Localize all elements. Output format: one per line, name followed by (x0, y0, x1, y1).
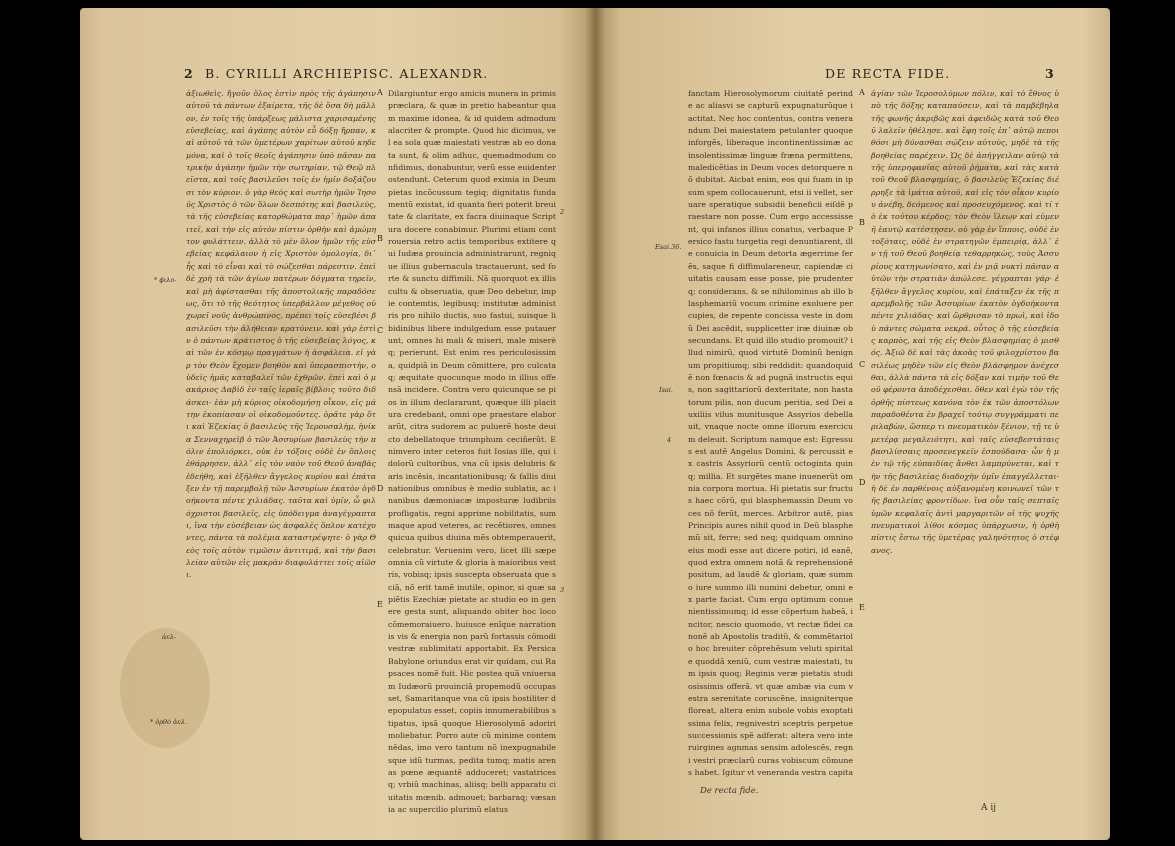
left-latin-column: Dilargiuntur ergo amicis munera in primis præclara, & quæ in pretio habeantur quam maxime idonea, & id quidem admodum alacriter & prompte. Quod hic dicimus, vel ea sola quæ maiestati vestræ ab eo donata sunt, & olim adhuc, quemadmodum confidimus, donabuntur, verũ esse euidenter ostendunt. Ceterum quod eximia in Deum pietas incõcussum tegiq; dignitatis fundamentũ existat, id quanta fieri poterit breuitate & claritate, ex facra diuinaque Scriptura docere conabimur. Plurimi etiam controuersia retro actis temporibus extitere qui Iudæa prouincia administrarunt, regnique illius gubernacula tractauerunt, sed forte & sunctu diffimili. Nã quorquot ex illis cultu & obseruatia, quæ Deo debetur, impie contemtis, legibusq; institutæ administris pro nihilo ductis, suo fastui, suisque libidinibus libere indulgedum esse putauerunt, omnes hi mali & miseri, male miserèq; perierunt. Est enim res periculosissima, quidpiã in Deum cõmittere, pro culcataq; æquitate quocunque modo in illius offensã incidere. Contra vero quicunque se pios in illum declararunt, quæque illi placitura credebant, omni ope praestare elaborarũt, citra sudorem ac puluerẽ hoste deuicto debellatoque triumphum ceciñerũt. Enimvero inter ceteros fuit Iosias ille, qui idolorũ cultoribus, vna cũ ipsis delubris & aris incẽsis, incantationibusq; & fallis diuinationibus omnibus è medio sublatis, ac inanibus dæmoniacæ imposturæ ludibriis profligatis, regni apprime nobilitatis, summaque apud veteres, ac recẽtiores, omnes quicua quibus diuina mẽs obtemperauerit, celebratur. Veruenim vero, licet illi sæpe omnia cũ virtute & gloria à maioribus vestris, vobisq; ipsis suscepta obseruata que sciã, nõ erit tamẽ inutile, opinor, si quæ sapiẽtis Ezechiæ pietate ac studio eo in genere gesta sunt, aliquando obiter hoc loco cõmemoraiuero. huiusce enĩque narrationis vis & energia non parũ fortassis cõmodi vestræ sublimitati apportabit. Ex Persica Babylone oriundus erat vir quidam, cui Rapsaces nomẽ fuit. Hic postea quã vniuersam Iudæorũ prouinciã propemodũ occupasset, Samaritanque vna cũ ipsis hostiliter depopulatus esset, copiis innumerabilibus stipatus, ipsã quoque Hierosolymã adoriri moliebatur. Porro aute cũ minime contemnẽdas, imo vero tantum nõ inexpugnabilesque idũ turmas, pedita tumq; matis arenas pœne æquantẽ adduceret; vastatricesq; vrbiũ machinas, aliisq; belli apparatu ciuitatis mœnib. admouet; barbaraq; væsania ac supercilio plurimũ elatus (388, 89, 556, 814)
left-greek-column: ἀξιωθεὶς. ἤγοῦν ὅλος ἐστὶν πρὸς τῆς ἀγάπησιν αὐτοῦ τὰ πάντων ἐξαίρετα, τῆς δὲ ὅσα δὴ μᾶλλον, ἐν τοῖς τῆς ὑπάρξεως μάλιστα χαρισαμένης εὐσεβείας, καὶ ἀγάπης αὐτὸν εὖ δόξῃ ἤρπαν, καὶ αὐτοῦ τὰ τῶν ὑμετέρων χαρίτων αὐτοῦ κηδεμόνα, καὶ ὁ τοῖς θεοῖς ἀγάπησιν ὑπὸ πᾶσαν πατρικὴν ἀγάπην ἡμῶν τὴν σωτηρίαν, τῷ Θεῷ πλεῖστα, καὶ τοῖς βασιλεῦσι τοῖς ἐν ἡμῖν δοξάζουσι τὸν κύριον. ὁ γὰρ θεὸς καὶ σωτὴρ ἡμῶν Ἰησοῦς Χριστὸς ὁ τῶν ὅλων δεσπότης καὶ βασιλεὺς, τὰ τῆς εὐσεβείας κατορθώματα παρ᾽ ἡμῶν ἀπαιτεῖ, καὶ τὴν εἰς αὐτὸν πίστιν ὀρθὴν καὶ ἀμώμητον φυλάττειν. ἀλλὰ τὸ μὲν ὅλον ἡμῶν τῆς εὐσεβείας κεφάλαιον ἡ εἰς Χριστὸν ὁμολογία, δι᾽ ἧς καὶ τὸ εἶναι καὶ τὸ σώζεσθαι πάρεστιν. ἐπεὶ δὲ χρὴ τὰ τῶν ἁγίων πατέρων δόγματα τηρεῖν, καὶ μὴ ἀφίστασθαι τῆς ἀποστολικῆς παραδόσεως, ὅτι τὸ τῆς θεότητος ὑπερβάλλον μέγεθος οὐ χωρεῖ νοῦς ἀνθρώπινος, πρέπει τοῖς εὐσεβέσι βασιλεῦσι τὴν ἀλήθειαν κρατύνειν. καὶ γὰρ ἐστὶν ὁ πάντων κράτιστος ὁ τῆς εὐσεβείας λόγος, καὶ τῶν ἐν κόσμῳ πραγμάτων ἡ ἀσφάλεια. εἰ γὰρ τὸν Θεὸν ἔχομεν βοηθὸν καὶ ὑπερασπιστὴν, οὐδεὶς ἡμᾶς καταβαλεῖ τῶν ἐχθρῶν. ἐπεὶ καὶ ὁ μακάριος Δαβὶδ ἐν ταῖς ἱεραῖς βίβλοις τοῦτο διδάσκει· ἐὰν μὴ κύριος οἰκοδομήσῃ οἶκον, εἰς μάτην ἐκοπίασαν οἱ οἰκοδομοῦντες. ὁρᾶτε γὰρ ὅτι καὶ Ἐζεκίας ὁ βασιλεὺς τῆς Ἰερουσαλὴμ, ἡνίκα Σενναχηρεὶβ ὁ τῶν Ἀσσυρίων βασιλεὺς τὴν πόλιν ἐπολιόρκει, οὐκ ἐν τόξοις οὐδὲ ἐν ὅπλοις ἐθάρρησεν, ἀλλ᾽ εἰς τὸν ναὸν τοῦ Θεοῦ ἀναβὰς ἐδεήθη, καὶ ἐξῆλθεν ἄγγελος κυρίου καὶ ἐπάταξεν ἐν τῇ παρεμβολῇ τῶν Ἀσσυρίων ἑκατὸν ὀγδοήκοντα πέντε χιλιάδας. ταῦτα καὶ ὑμῖν, ὦ φιλόχριστοι βασιλεῖς, εἰς ὑπόδειγμα ἀναγέγραπται, ἵνα τὴν εὐσέβειαν ὡς ἀσφαλὲς ὅπλον κατέχοντες, πάντα τὰ πολέμια καταστρέψητε· ὁ γὰρ Θεὸς τοῖς αὐτὸν τιμῶσιν ἀντιτιμᾷ, καὶ τὴν βασιλείαν αὐτῶν εἰς μακρὰν διαφυλάττει τοῖς αἰῶσι. (186, 89, 376, 580)
book-gutter (585, 8, 605, 840)
left-section-marker: B (377, 234, 383, 243)
right-greek-column: ἁγίαν τῶν Ἱεροσολύμων πόλιν, καὶ τὸ ἔθνος ὑπὸ τῆς δόξης καταπαύσειν, καὶ τὰ παμβέβηλα τῆς φωνῆς ἀκριβῶς καὶ ἀφειδῶς κατὰ τοῦ Θεοῦ λαλεῖν ἠθέλησε. καὶ ἔφη τοῖς ἐπ᾽ αὐτῷ πεποιθόσι μὴ δύνασθαι σῴζειν αὐτοὺς, μηδὲ τὰ τῆς βοηθείας παρέχειν. Ὡς δὲ ἀπήγγειλαν αὐτῷ τὰ τῆς ὑπερηφανίας αὐτοῦ ῥήματα, καὶ τὰς κατὰ τοῦ Θεοῦ βλασφημίας, ὁ βασιλεὺς Ἐζεκίας διέρρηξε τὰ ἱμάτια αὐτοῦ, καὶ εἰς τὸν οἶκον κυρίου ἀνέβη, δεόμενος καὶ προσευχόμενος. καὶ τί τὸ ἐκ τούτου κέρδος; τὸν Θεὸν ἵλεων καὶ εὐμενῆ ἑαυτῷ κατέστησεν. οὐ γὰρ ἐν ἵπποις, οὐδὲ ἐν τοξόταις, οὐδὲ ἐν στρατηγῶν ἐμπειρίᾳ, ἀλλ᾽ ἐν τῇ τοῦ Θεοῦ βοηθείᾳ τεθαρρηκὼς, τοὺς Ἀσσυρίους κατηγωνίσατο, καὶ ἐν μιᾷ νυκτὶ πᾶσαν αὐτῶν τὴν στρατιὰν ἀπώλεσε. γέγραπται γάρ· ἐξῆλθεν ἄγγελος κυρίου, καὶ ἐπάταξεν ἐκ τῆς παρεμβολῆς τῶν Ἀσσυρίων ἑκατὸν ὀγδοήκοντα πέντε χιλιάδας· καὶ ὤρθρισαν τὸ πρωὶ, καὶ ἰδοὺ πάντες σώματα νεκρά. οὗτος ὁ τῆς εὐσεβείας καρπὸς, καὶ τῆς εἰς Θεὸν βλασφημίας ὁ μισθός. Ἀξιῶ δὲ καὶ τὰς ἀκοὰς τοῦ φιλοχρίστου βασιλέως μηδὲν τῶν εἰς Θεὸν βλάσφημον ἀνέχεσθαι, ἀλλὰ πάντα τὰ εἰς δόξαν καὶ τιμὴν τοῦ Θεοῦ φέροντα ἀποδέχεσθαι. ὅθεν καὶ ἐγὼ τὸν τῆς ὀρθῆς πίστεως κανόνα τὸν ἐκ τῶν ἀποστόλων παραδοθέντα ἐν βραχεῖ τούτῳ συγγράμματι περιλαβὼν, ὥσπερ τι πνευματικὸν ξένιον, τῇ τε ὑμετέρᾳ μεγαλειότητι, καὶ ταῖς εὐσεβεστάταις βασιλίσσαις προσενεγκεῖν ἐσπούδασα· ὧν ἡ μὲν τῷ τῆς εὐπαιδίας ἄνθει λαμπρύνεται, καὶ τὴν τῆς βασιλείας διαδοχὴν ὑμῖν ἐπαγγέλλεται· ἡ δὲ ἐν παρθένοις αὐξανομένη κοινωνεῖ τῶν τῆς βασιλείας φροντίδων. ἵνα οὖν ταῖς σεπταῖς ὑμῶν κεφαλαῖς ἀντὶ μαργαριτῶν οἱ τῆς ψυχῆς πνευματικοὶ λίθοι κόσμος ὑπάρχωσιν, ἡ ὀρθὴ πίστις ἔστω τῆς ὑμετέρας γαληνότητος ὁ στέφανος. (871, 89, 1059, 555)
right-folio: 3 (1045, 66, 1054, 81)
right-running-head: DE RECTA FIDE. (825, 66, 951, 81)
left-section-marker: A (377, 88, 383, 97)
left-section-marker: E (377, 600, 383, 609)
left-folio: 2 (184, 66, 193, 81)
right-margin-note: Esai.36. (655, 243, 682, 251)
left-margin-number: 3 (560, 586, 565, 594)
right-page (595, 8, 1110, 840)
right-section-marker: A (859, 88, 865, 97)
right-section-marker: D (859, 478, 866, 487)
open-book (80, 8, 1110, 840)
left-margin-note: * ὀρθὸ ἀελ. (150, 718, 188, 726)
left-section-marker: D (377, 484, 384, 493)
left-page (80, 8, 595, 840)
left-margin-note: * ϕιλο- (154, 276, 177, 284)
right-margin-note: Isai. (659, 386, 673, 394)
left-margin-number: 2 (560, 208, 565, 216)
right-margin-number: 4 (667, 436, 672, 444)
catchword: De recta fide. (700, 786, 759, 796)
left-running-head: B. CYRILLI ARCHIEPISC. ALEXANDR. (205, 66, 489, 81)
right-section-marker: C (859, 360, 866, 369)
left-section-marker: C (377, 326, 384, 335)
right-latin-column: fanctam Hierosolymorum ciuitatẽ perinde ac aliasvi se capturũ expugnaturũque iactitat. Nec hoc contentus, contra venerandum Dei maiestatem petulanter quoque inforgẽs, liberaque incontinentissimæ ac insolentissimæ linguæ fræna permittens, maledicẽtias in Deum voces detorquere nõ dubitat. Aicbat enim, eos qui fuam in ipsum spem collocauerunt, etsi ii vellet, seruare speratique subsidii beneficii eiſdẽ praestare non posse. Cum ergo accessissent, qui infanos illius conatus, verbaque Persico fastu turgetia regi denuntiarent, ille conuicia in Deum detorta ægerrime ferẽs, saque fi diffimulareneur, capiendæ ciuitatis causam esse posse, pie prudenterq; considerans, & se nihilominus ab illo blasphemariũ vocum crimine exoluere percupies, de repente concissa veste in domũ Dei ascẽdit, supplicetter iræ diuinæ obsecundans. Et quid illo studio promouit? illud nimirũ, quod virtutẽ Dominũ benignum propitiumq; sibi reddidit: quandoquidẽ non fœnacis & ad pugnã instructis equis, non sagittariorũ dexteritate, non hastatorum pilis, non ducum peritia, sed Dei auxiliis vilus munitusque Assyrios debellauit, vnaque nocte omne illorum exercicum deleuit. Scriptum namque est: Egressus est autẽ Angelus Domini, & percussit ex castris Assyriorũ centũ octoginta quinq; millia. Et surgẽtes mane inuenerũt omnia corpora mortua. Hi pietatis sur fructus haec cõrũ, qui blasphemassin Deum voces nõ ferũt, merces. Arbitror autẽ, pias Principis aures nihil quod in Deũ blasphemũ sit, ferre; sed neq; quidquam omnino eius modi esse aut dicere potiri, id eanẽ, quod extra omnem notã & reprehensionẽ positum, ad laudẽ & gloriam, quæ summo iure summo illi numini debetur, omni ex parte faciat. Cum ergo optimum conuenientissimumq; id esse cõpertum habeã, incitor, nescio quomodo, vt rectæ fidei canonẽ ab Apostolis traditũ, & commẽtariolo hoc breuiter cõprehẽsum veluti spiritale quoddã xeniũ, cum vestræ maiestati, tum ipsis quoq; Reginis veræ pietatis studiosissimis offerã. vt quæ ambæ via cum vestra serenitate coruscẽne, insigniterque floreat, altera enim subole vobis exoptatissima felix, regnivestri sceptris perpetue successionis spẽ adferat: altera vero interuirgines agnmas sensim adolescẽs, regni vestri præclarũ curas vobiscum cõmunes habet. Igitur vt veneranda vestra capita (688, 89, 853, 777)
right-section-marker: E (859, 603, 865, 612)
left-margin-note: ἀελ- (162, 633, 177, 641)
right-section-marker: B (859, 218, 865, 227)
signature-mark: A ij (981, 803, 997, 813)
